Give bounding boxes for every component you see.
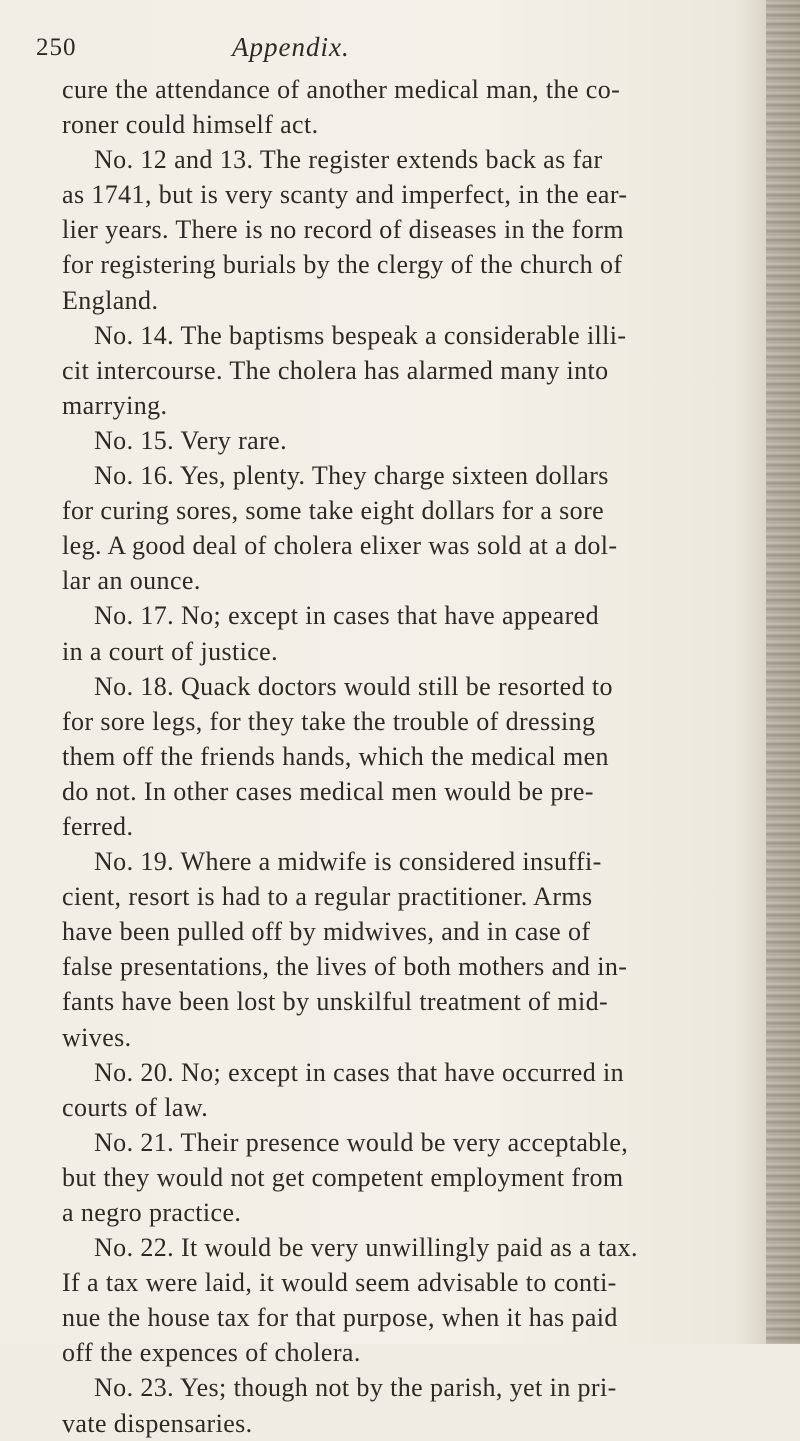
page-number: 250 [36, 34, 77, 61]
text-line: off the expences of cholera. [62, 1338, 361, 1368]
text-line: cure the attendance of another medical man, the co- [62, 75, 621, 104]
text-line: cient, resort is had to a regular practitioner. Arms [62, 882, 593, 912]
text-line: for sore legs, for they take the trouble of dressing [62, 706, 596, 736]
text-line: marrying. [62, 390, 168, 420]
running-head: Appendix. [232, 32, 350, 62]
text-line: have been pulled off by midwives, and in case of [62, 917, 591, 947]
body-text [62, 72, 762, 1441]
text-line: do not. In other cases medical men would be pre- [62, 776, 594, 806]
text-line: but they would not get competent employment from [62, 1162, 624, 1192]
page-header [36, 28, 736, 68]
text-line: a negro practice. [62, 1198, 242, 1227]
text-line: lar an ounce. [62, 566, 201, 596]
text-line: No. 20. No; except in cases that have occurred in [94, 1057, 625, 1087]
text-line: No. 23. Yes; though not by the parish, yet in pri- [94, 1373, 617, 1403]
text-line: No. 22. It would be very unwillingly paid as a tax. [94, 1233, 638, 1263]
text-line: false presentations, the lives of both mothers and in- [62, 952, 628, 982]
text-line: cit intercourse. The cholera has alarmed many into [62, 355, 609, 385]
text-line: No. 14. The baptisms bespeak a considerable illi- [94, 320, 627, 350]
text-line: for registering burials by the clergy of the church of [62, 250, 623, 280]
text-line: them off the friends hands, which the medical men [62, 741, 609, 771]
text-line: No. 18. Quack doctors would still be resorted to [94, 671, 613, 701]
text-line: No. 21. Their presence would be very acceptable, [94, 1127, 629, 1157]
text-line: vate dispensaries. [62, 1408, 253, 1438]
text-line: fants have been lost by unskilful treatment of mid- [62, 987, 609, 1017]
text-line: as 1741, but is very scanty and imperfect, in the ear- [62, 180, 628, 210]
text-line: No. 19. Where a midwife is considered insuffi- [94, 847, 602, 877]
text-line: No. 15. Very rare. [94, 425, 287, 455]
text-line: in a court of justice. [62, 636, 279, 666]
text-line: No. 16. Yes, plenty. They charge sixteen dollars [94, 461, 609, 491]
text-line: England. [62, 285, 159, 315]
page-binding-edge [766, 0, 800, 1344]
text-line: No. 17. No; except in cases that have appeared [94, 601, 599, 631]
text-line: ferred. [62, 811, 134, 841]
text-line: leg. A good deal of cholera elixer was sold at a dol- [62, 531, 618, 561]
text-line: courts of law. [62, 1092, 209, 1122]
text-line: If a tax were laid, it would seem advisable to conti- [62, 1268, 617, 1298]
text-line: nue the house tax for that purpose, when it has paid [62, 1303, 618, 1333]
text-line: No. 12 and 13. The register extends back as far [94, 145, 603, 175]
text-line: wives. [62, 1022, 132, 1052]
text-line: lier years. There is no record of diseases in the form [62, 215, 624, 245]
text-line: roner could himself act. [62, 110, 319, 140]
text-line: for curing sores, some take eight dollars for a sore [62, 496, 605, 526]
